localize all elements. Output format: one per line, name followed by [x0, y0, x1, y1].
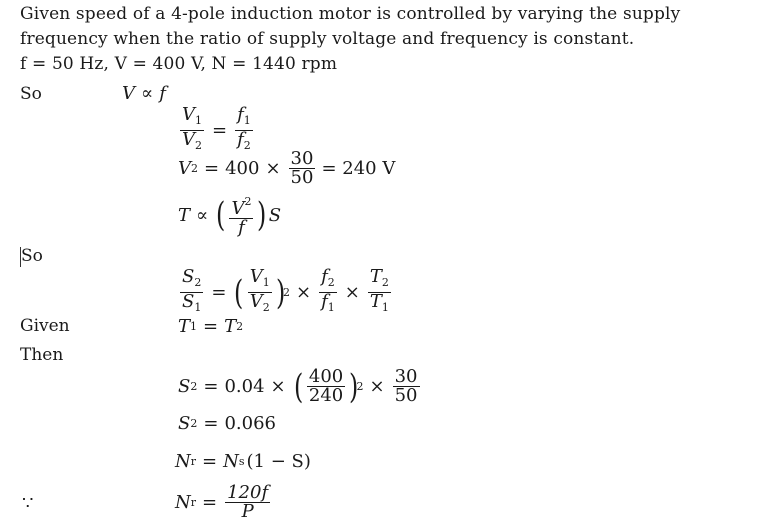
fraction-30-50: $\frac{30}{50}$ — [290, 148, 314, 188]
fraction-400-240: $\frac{400}{240}$ — [308, 366, 344, 406]
fraction-30-50-b: $\frac{30}{50}$ — [394, 366, 418, 406]
given-values: f = 50 Hz, V = 400 V, N = 1440 rpm — [20, 54, 338, 74]
fraction-t2-t1: $\frac{T_2}{T_1}$ — [369, 266, 389, 314]
symbol-f: f — [159, 83, 166, 104]
slip-ratio-equation: $\frac{S_2}{S_1}$ = ( $\frac{V_1}{V_2}$ ) 2 × $\frac{f_2}{f_1}$ × $\frac{T_2}{T_1}$ — [178, 268, 393, 317]
fraction-v1-v2-squared: $\frac{V_1}{V_2}$ — [249, 266, 270, 314]
proportional-symbol: ∝ — [141, 83, 154, 104]
s2-result: S 2 = 0.066 — [178, 413, 276, 434]
because-symbol: ∵ — [22, 493, 34, 514]
torque-equality: T 1 = T 2 — [178, 316, 244, 337]
ratio-equation: $\frac{V_1}{V_2}$ = $\frac{f_1}{f_2}$ — [178, 106, 255, 155]
torque-proportionality: T ∝ ( $\frac{V^2}{f}$ ) S — [178, 195, 282, 238]
v2-equation: V 2 = 400 × $\frac{30}{50}$ = 240 V — [178, 148, 396, 188]
label-so-2: So — [21, 246, 43, 266]
synchronous-speed-equation: N r = $\frac{120f}{P}$ — [175, 482, 269, 522]
fraction-v-squared-over-f: $\frac{V^2}{f}$ — [231, 195, 252, 238]
problem-statement-line-1: Given speed of a 4-pole induction motor is controlled by varying the supply — [20, 4, 681, 24]
problem-statement-line-2: frequency when the ratio of supply voltage and frequency is constant. — [20, 29, 635, 49]
fraction-s2-s1: $\frac{S_2}{S_1}$ — [182, 266, 202, 314]
s2-calculation: S 2 = 0.04 × ( $\frac{400}{240}$ ) 2 × $\frac{30}{50}$ — [178, 366, 418, 407]
label-then: Then — [20, 345, 64, 365]
fraction-120f-p: $\frac{120f}{P}$ — [227, 482, 269, 522]
fraction-f1-f2: $\frac{f_1}{f_2}$ — [237, 104, 251, 152]
label-given: Given — [20, 316, 70, 336]
fraction-f2-f1: $\frac{f_2}{f_1}$ — [321, 266, 335, 314]
fraction-v1-v2: $\frac{V_1}{V_2}$ — [182, 104, 202, 152]
rotor-speed-equation: N r = N s (1 − S) — [175, 451, 311, 472]
label-so-1: So — [20, 84, 42, 104]
symbol-v: V — [122, 83, 135, 104]
proportion-v-f — [122, 83, 166, 104]
